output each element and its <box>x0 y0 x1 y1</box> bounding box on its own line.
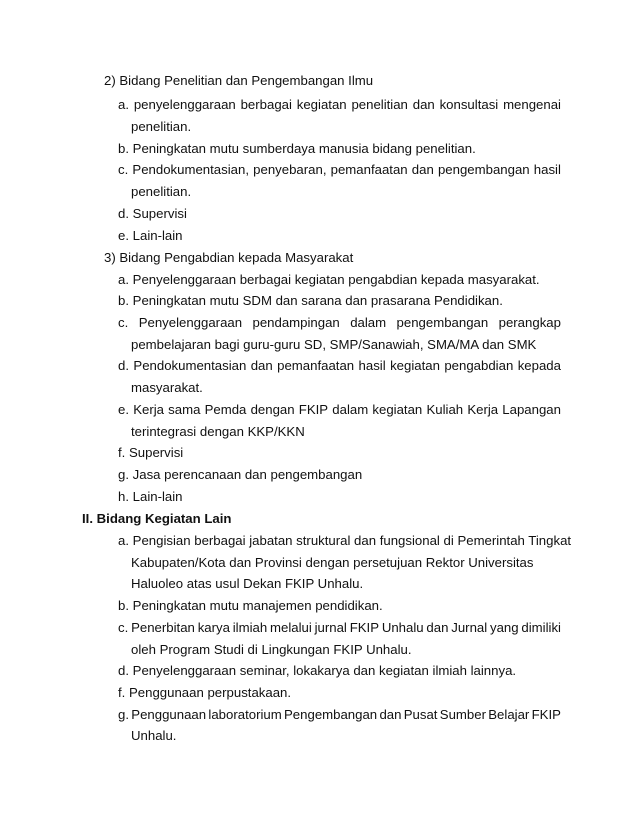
word: Pendokumentasian <box>133 358 247 373</box>
word: pengembangan <box>437 162 530 177</box>
list-item-b: b. Peningkatan mutu manajemen pendidikan. <box>118 598 383 613</box>
word: kepada <box>517 358 561 373</box>
section-heading: II. Bidang Kegiatan Lain <box>82 511 232 526</box>
word: dan <box>250 358 273 373</box>
word: mengenai <box>503 97 561 112</box>
word: g. <box>118 707 129 722</box>
word: FKIP <box>349 620 379 635</box>
list-item-d-line1 <box>118 358 561 374</box>
word: d. <box>118 358 129 373</box>
word: hasil <box>358 358 386 373</box>
list-item-b: b. Peningkatan mutu sumberdaya manusia bidang penelitian. <box>118 141 476 156</box>
list-item-d: d. Supervisi <box>118 206 187 221</box>
word: dalam <box>350 315 387 330</box>
word: FKIP <box>531 707 561 722</box>
word: Penerbitan <box>131 620 195 635</box>
list-item-c-line2: pembelajaran bagi guru-guru SD, SMP/Sanawiah, SMA/MA dan SMK <box>131 337 537 352</box>
list-item-f: f. Penggunaan perpustakaan. <box>118 685 292 700</box>
word: Kerja <box>467 402 499 417</box>
word: Kerja <box>133 402 164 417</box>
list-item-g: g. Jasa perencanaan dan pengembangan <box>118 467 363 482</box>
word: Lapangan <box>502 402 561 417</box>
word: pendampingan <box>252 315 340 330</box>
word: penyelenggaraan <box>133 97 236 112</box>
word: pengabdian <box>444 358 514 373</box>
list-item-c-line1 <box>118 620 561 636</box>
list-item-h: h. Lain-lain <box>118 489 183 504</box>
list-item-c-line1 <box>118 315 561 331</box>
list-item-a: a. Penyelenggaraan berbagai kegiatan pengabdian kepada masyarakat. <box>118 272 540 287</box>
word: e. <box>118 402 129 417</box>
word: dan <box>412 97 435 112</box>
list-item-d: d. Penyelenggaraan seminar, lokakarya dan kegiatan ilmiah lainnya. <box>118 663 517 678</box>
word: penelitian <box>351 97 408 112</box>
list-item-a-line2: penelitian. <box>131 119 192 134</box>
word: dan <box>426 620 449 635</box>
list-item-e: e. Lain-lain <box>118 228 183 243</box>
word: yang <box>489 620 519 635</box>
word: Unhalu <box>381 620 424 635</box>
list-item-c-line2: oleh Program Studi di Lingkungan FKIP Unhalu. <box>131 642 412 657</box>
word: perangkap <box>498 315 561 330</box>
list-item-c-line1 <box>118 162 561 178</box>
word: kegiatan <box>296 97 347 112</box>
word: pengembangan <box>396 315 489 330</box>
word: dan <box>379 707 402 722</box>
word: penyebaran, <box>253 162 327 177</box>
word: melalui <box>270 620 312 635</box>
list-item-a-line3: Haluoleo atas usul Dekan FKIP Unhalu. <box>131 576 364 591</box>
word: Belajar <box>488 707 530 722</box>
word: sama <box>168 402 201 417</box>
word: jurnal <box>314 620 347 635</box>
word: hasil <box>533 162 561 177</box>
word: konsultasi <box>439 97 499 112</box>
list-item-a-line1 <box>118 97 561 113</box>
word: Penggunaan <box>131 707 207 722</box>
list-item-a-line1: a. Pengisian berbagai jabatan struktural dan fungsional di Pemerintah Tingkat <box>118 533 572 548</box>
word: dimiliki <box>521 620 561 635</box>
list-item-f: f. Supervisi <box>118 445 184 460</box>
list-item-e-line2: terintegrasi dengan KKP/KKN <box>131 424 305 439</box>
word: c. <box>118 162 129 177</box>
word: karya <box>197 620 230 635</box>
word: kegiatan <box>390 358 440 373</box>
section-heading: 3) Bidang Pengabdian kepada Masyarakat <box>104 250 354 265</box>
list-item-c-line2: penelitian. <box>131 184 192 199</box>
word: Sumber <box>439 707 486 722</box>
list-item-g-line2: Unhalu. <box>131 728 177 743</box>
section-heading: 2) Bidang Penelitian dan Pengembangan Ilmu <box>104 73 374 88</box>
word: dalam <box>332 402 369 417</box>
word: Pengembangan <box>284 707 378 722</box>
list-item-a-line2: Kabupaten/Kota dan Provinsi dengan persetujuan Rektor Universitas <box>131 555 534 570</box>
list-item-e-line1 <box>118 402 561 418</box>
word: pemanfaatan <box>330 162 408 177</box>
word: Pusat <box>403 707 438 722</box>
word: Kuliah <box>426 402 464 417</box>
list-item-d-line2: masyarakat. <box>131 380 203 395</box>
word: a. <box>118 97 129 112</box>
word: dan <box>411 162 434 177</box>
word: Jurnal <box>451 620 488 635</box>
list-item-b: b. Peningkatan mutu SDM dan sarana dan prasarana Pendidikan. <box>118 293 503 308</box>
word: c. <box>118 315 129 330</box>
word: FKIP <box>298 402 329 417</box>
word: Pemda <box>204 402 247 417</box>
word: ilmiah <box>232 620 268 635</box>
list-item-g-line1 <box>118 707 561 723</box>
word: Pendokumentasian, <box>132 162 249 177</box>
word: c. <box>118 620 129 635</box>
word: pemanfaatan <box>277 358 355 373</box>
word: berbagai <box>240 97 292 112</box>
word: Penyelenggaraan <box>138 315 243 330</box>
word: laboratorium <box>208 707 282 722</box>
word: dengan <box>250 402 295 417</box>
word: kegiatan <box>372 402 423 417</box>
